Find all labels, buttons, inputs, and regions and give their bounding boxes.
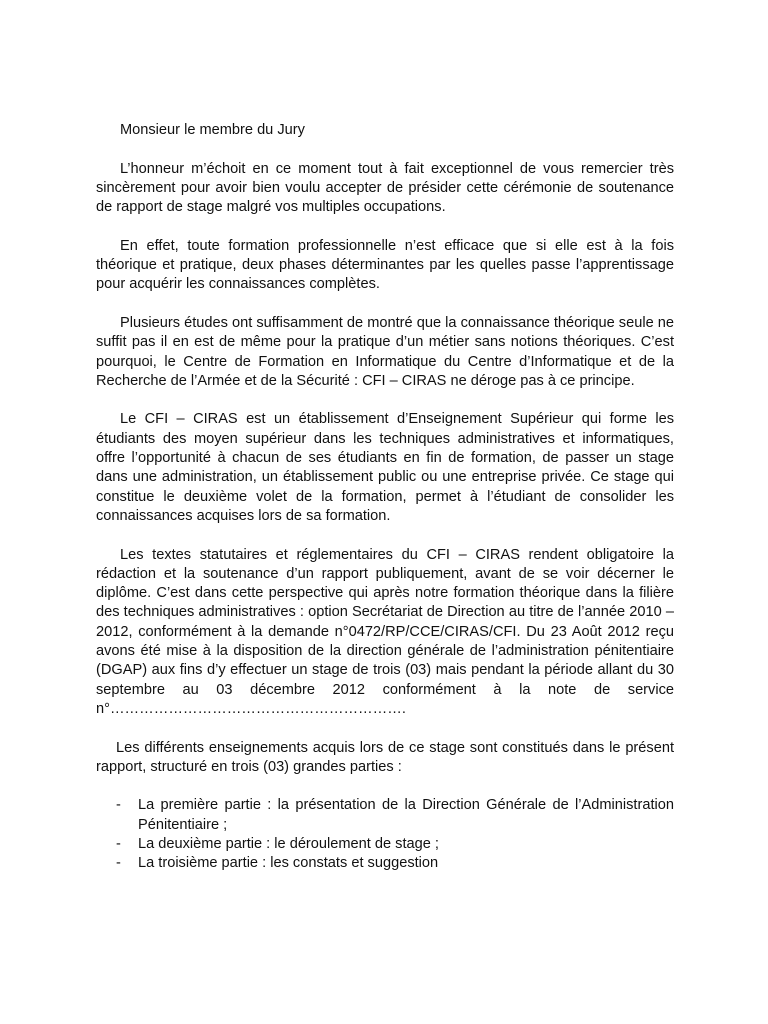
report-parts-list [96, 796, 674, 873]
list-item [96, 854, 674, 873]
list-dash: - [116, 797, 121, 814]
list-item-text: La première partie : la présentation de la Direction Générale de l’Administration Pénitentiaire ; [138, 797, 674, 833]
paragraph-training: En effet, toute formation professionnelle n’est efficace que si elle est à la fois théorique et pratique, deux phases déterminantes par les quelles passe l’apprentissage pour acquérir les connaissances complètes. [96, 237, 674, 293]
document-page [96, 121, 674, 874]
salutation: Monsieur le membre du Jury [120, 122, 305, 138]
list-item [96, 796, 674, 835]
paragraph-statutory-texts: Les textes statutaires et réglementaires du CFI – CIRAS rendent obligatoire la rédaction et la soutenance d’un rapport publiquement, avant de se voir décerner le diplôme. C’est dans cette perspective qui après notre formation théorique dans la filière des techniques administratives : option Secrétariat de Direction au titre de l’année 2010 – 2012, conformément à la demande n°0472/RP/CCE/CIRAS/CFI. Du 23 Août 2012 reçu avons été mise à la disposition de la direction générale de l’administration pénitentiaire (DGAP) aux fins d’y effectuer un stage de trois (03) mais pendant la période allant du 30 septembre au 03 décembre 2012 conformément à la note de service n°……………………………………………………. [96, 546, 674, 717]
list-item [96, 835, 674, 854]
list-dash: - [116, 855, 121, 872]
list-item-text: La troisième partie : les constats et suggestion [138, 855, 439, 872]
paragraph-studies: Plusieurs études ont suffisamment de montré que la connaissance théorique seule ne suffit pas il en est de même pour la pratique d’un métier sans notions théoriques. C’est pourquoi, le Centre de Formation en Informatique du Centre d’Informatique et de la Recherche de l’Armée et de la Sécurité : CFI – CIRAS ne déroge pas à ce principe. [96, 314, 674, 389]
paragraph-thanks: L’honneur m’échoit en ce moment tout à fait exceptionnel de vous remercier très sincèrement pour avoir bien voulu accepter de présider cette cérémonie de soutenance de rapport de stage malgré vos multiples occupations. [96, 160, 674, 216]
list-dash: - [116, 835, 121, 852]
list-item-text: La deuxième partie : le déroulement de stage ; [138, 835, 439, 852]
paragraph-report-structure: Les différents enseignements acquis lors de ce stage sont constitués dans le présent rapport, structuré en trois (03) grandes parties : [96, 739, 674, 775]
paragraph-cfi-ciras: Le CFI – CIRAS est un établissement d’Enseignement Supérieur qui forme les étudiants des moyen supérieur dans les techniques administratives et informatiques, offre l’opportunité à chacun de ses étudiants en fin de formation, de passer un stage dans une administration, un établissement public ou une entreprise privée. Ce stage qui constitue le deuxième volet de la formation, permet à l’étudiant de consolider les connaissances acquises lors de sa formation. [96, 411, 674, 524]
